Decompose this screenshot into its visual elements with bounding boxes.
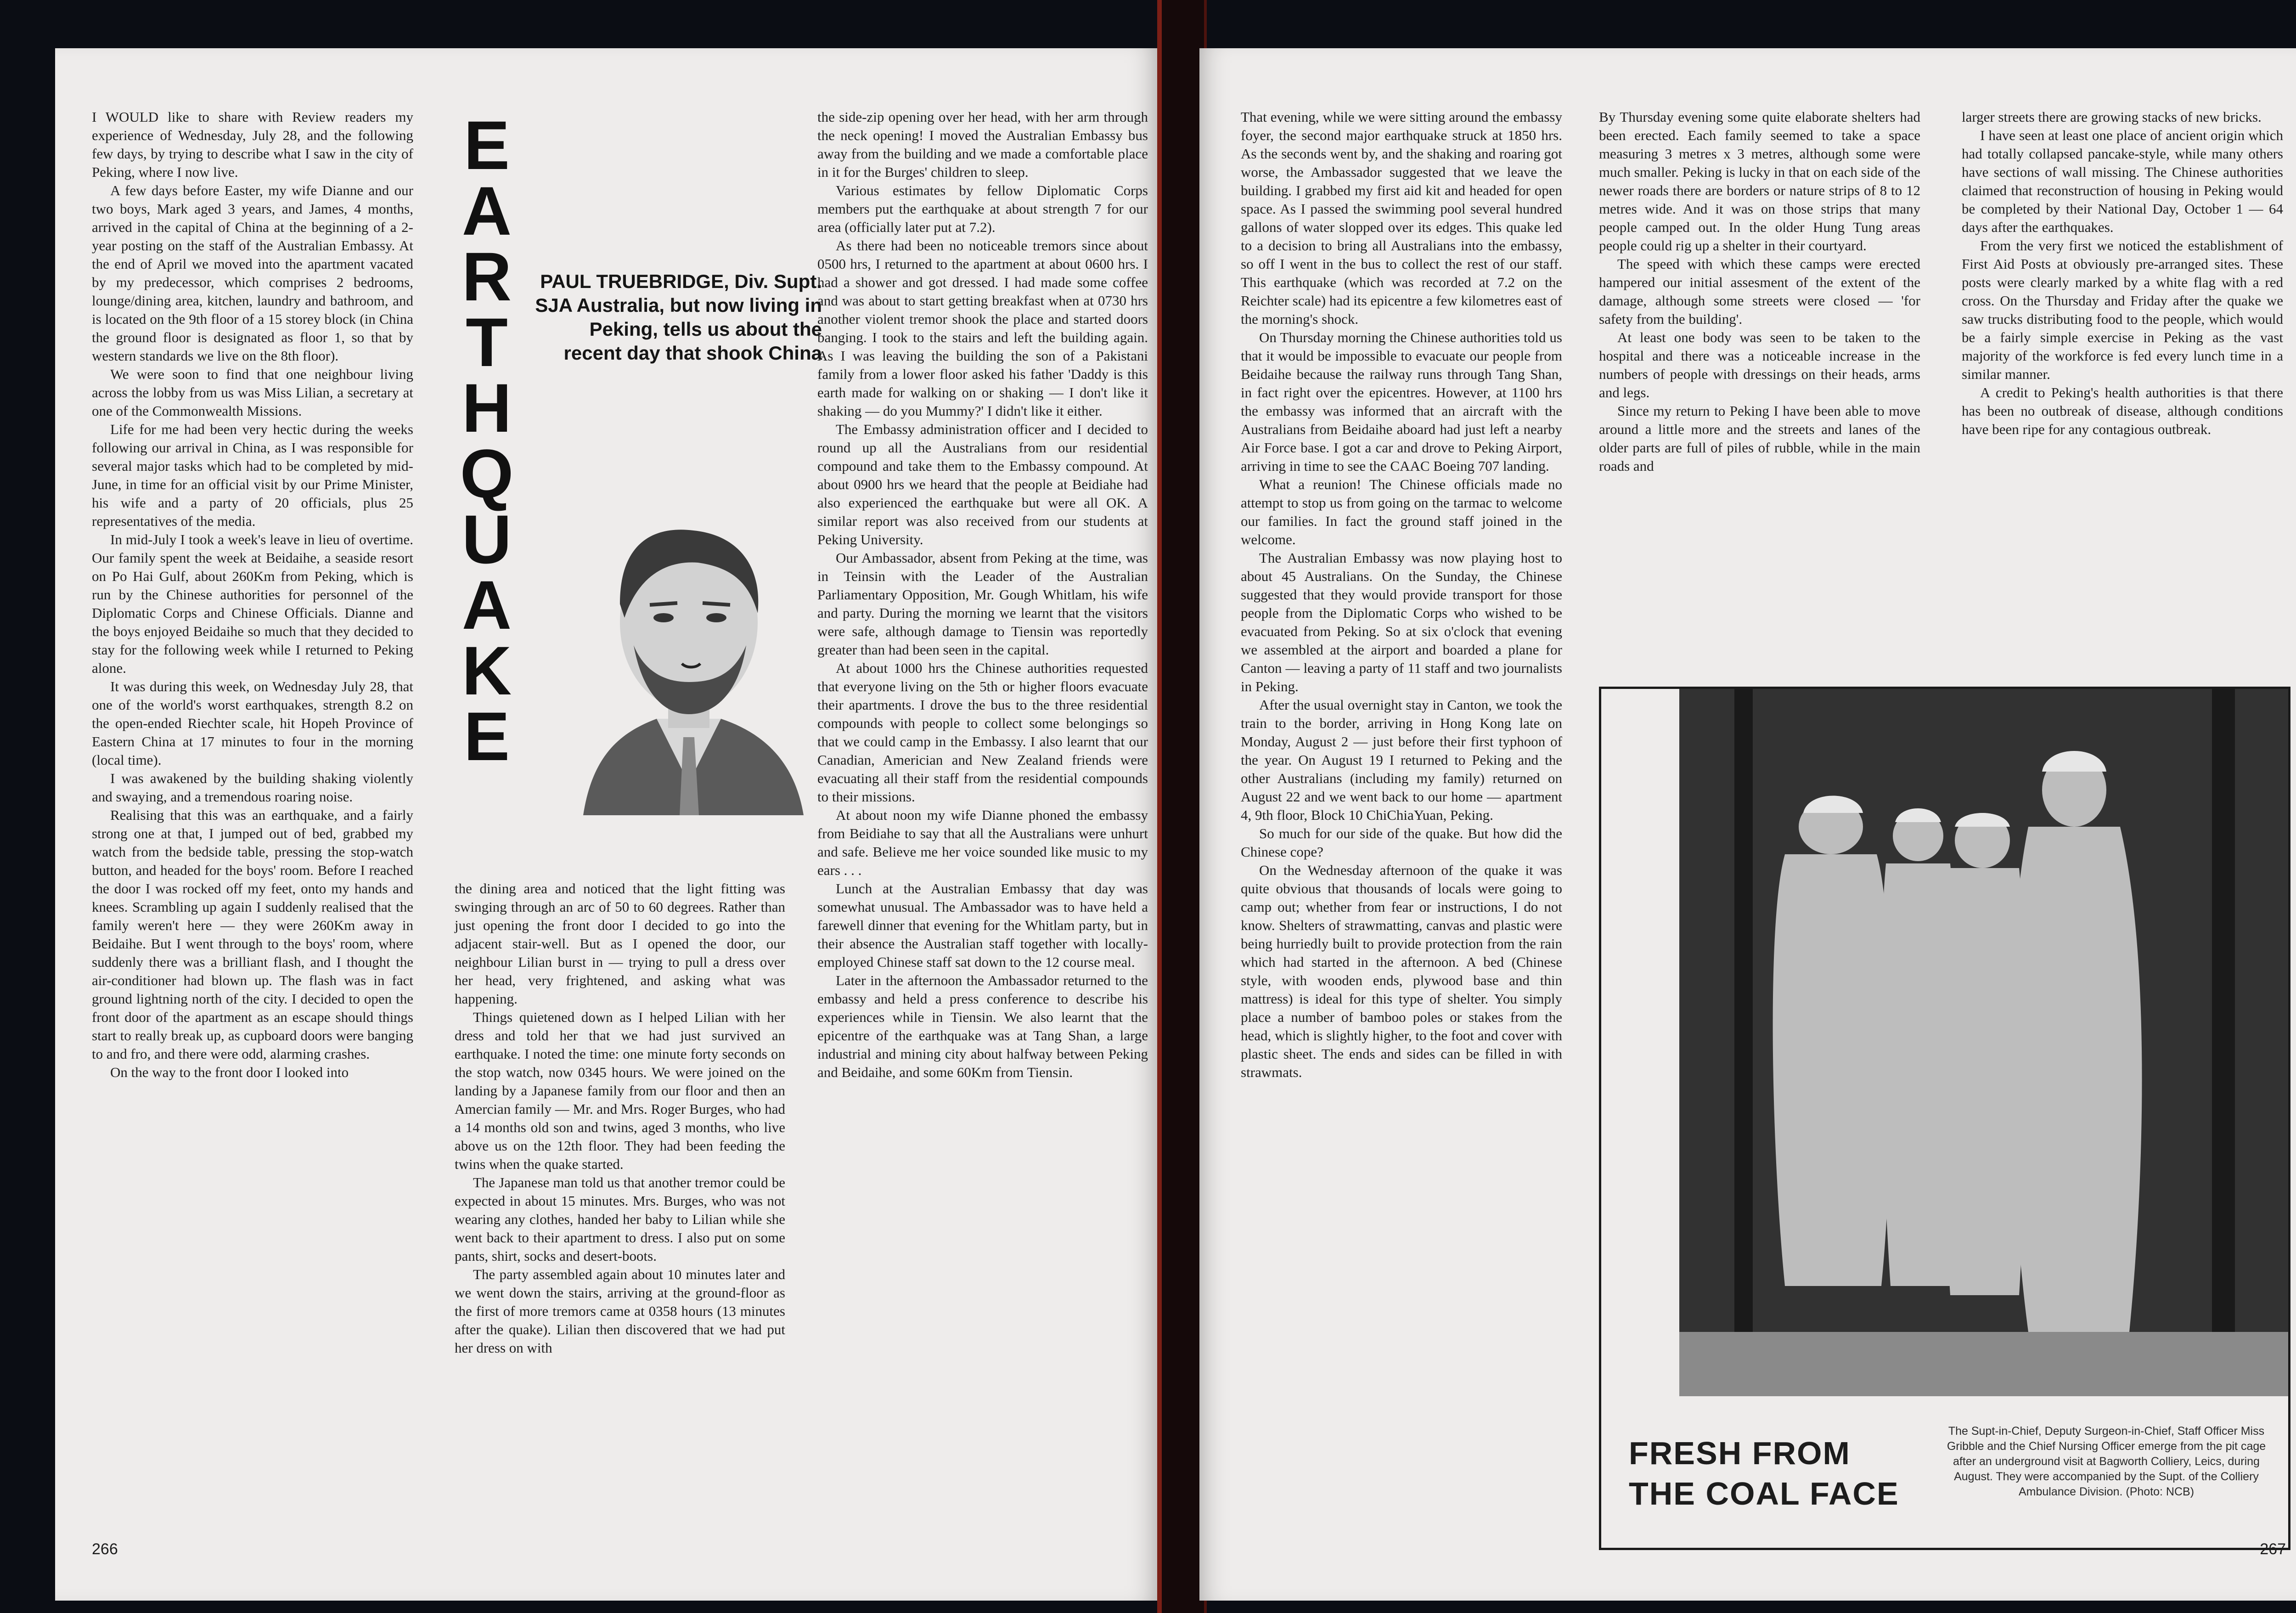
title-letter: A bbox=[461, 566, 512, 643]
title-letter: E bbox=[463, 107, 510, 184]
paragraph: I WOULD like to share with Review readers my experience of Wednesday, July 28, and the following few days, by trying to describe what I saw in the city of Peking, where I now live. bbox=[92, 109, 413, 180]
paragraph: A few days before Easter, my wife Dianne and our two boys, Mark aged 3 years, and James, 4 months, arrived in the capital of China at the beginning of a 2-year posting on the staff of the Australian Embassy. At the end of April we moved into the apartment vacated by my predecessor, which comprises 2 bedrooms, lounge/dining area, kitchen, laundry and bathroom, and is located on the 9th floor of a 15 storey block (in China the ground floor is designated as floor 1, so that by western standards we live on the 8th floor). bbox=[92, 182, 413, 364]
page-number-right: 267 bbox=[2260, 1540, 2286, 1558]
article-column-3 bbox=[817, 108, 1148, 1082]
page-number-left: 266 bbox=[92, 1540, 118, 1558]
title-letter: E bbox=[463, 698, 510, 775]
paragraph: larger streets there are growing stacks of new bricks. bbox=[1962, 109, 2262, 125]
paragraph: A credit to Peking's health authorities is that there has been no outbreak of disease, although conditions have been ripe for any contagious outbreak. bbox=[1962, 384, 2283, 437]
paragraph: That evening, while we were sitting around the embassy foyer, the second major earthquake struck at 1850 hrs. As the seconds went by, and the shaking and roaring got worse, the Ambassador suggested that we leave the building. I grabbed my first aid kit and headed for open space. As I passed the swimming pool several hundred gallons of water slopped over its edges. This quake led to a decision to bring all Australians into the embassy, so off I went in the bus to collect the rest of our staff. This earthquake (which was recorded at 7.2 on the Reichter scale) had its epicentre a few kilometres east of the morning's shock. bbox=[1241, 109, 1562, 327]
paragraph: On Thursday morning the Chinese authorities told us that it would be impossible to evacuate our people from Beidaihe because the railway runs through Tang Shan, in fact right over the epicentres. However, at 1100 hrs the embassy was informed that an aircraft with the Australians from Beidaihe aboard had just left a nearby Air Force base. I got a car and drove to Peking Airport, arriving in time to see the CAAC Boeing 707 landing. bbox=[1241, 329, 1562, 474]
paragraph: After the usual overnight stay in Canton, we took the train to the border, arriving in Hong Kong late on Monday, August 2 — just before their first typhoon of the year. On August 19 I returned to Peking and the other Australians (including my family) returned on August 22 and we went back to our home — apartment 4, 9th floor, Block 10 ChiChiaYuan, Peking. bbox=[1241, 697, 1562, 823]
article-column-1 bbox=[92, 108, 413, 1082]
paragraph: At about 1000 hrs the Chinese authorities requested that everyone living on the 5th or higher floors evacuate their apartments. I drove the bus to the three residential compounds with people to collect some belongings so that we could camp in the Embassy. I also learnt that our Canadian, Americian and New Zealand friends were evacuating all their staff from the residential compounds to their missions. bbox=[817, 660, 1148, 805]
author-portrait bbox=[565, 498, 813, 815]
paragraph: Since my return to Peking I have been able to move around a little more and the streets and lanes of the older parts are full of piles of rubble, while in the main roads and bbox=[1599, 403, 1920, 474]
article-column-4 bbox=[1241, 108, 1562, 1082]
paragraph: Lunch at the Australian Embassy that day was somewhat unusual. The Ambassador was to have held a farewell dinner that evening for the Whitlam party, but in their absence the Australian staff together with locally-employed Chinese staff sat down to the 12 course meal. bbox=[817, 880, 1148, 970]
paragraph: I have seen at least one place of ancient origin which had totally collapsed pancake-style, while many others have sections of wall missing. The Chinese authorities claimed that reconstruction of housing in Peking would be completed by their National Day, October 1 — 64 days after the earthquakes. bbox=[1962, 127, 2283, 235]
article-column-5 bbox=[1599, 108, 1920, 475]
paragraph: Things quietened down as I helped Lilian with her dress and told her that we had just survived an earthquake. I noted the time: one minute forty seconds on the stop watch, now 0345 hours. We were joined on the landing by a Japanese family from our floor and then an Amercian family — Mr. and Mrs. Roger Burges, who had a 14 months old son and twins, aged 3 months, who live above us on the 12th floor. They had been feeding the twins when the quake started. bbox=[455, 1009, 785, 1172]
paragraph: Various estimates by fellow Diplomatic Corps members put the earthquake at about strength 7 for our area (officially later put at 7.2). bbox=[817, 182, 1148, 235]
paragraph: The speed with which these camps were erected hampered our initial assesment of the extent of the damage, although some streets were closed — 'for safety from the building'. bbox=[1599, 256, 1920, 327]
article-column-6 bbox=[1962, 108, 2283, 439]
left-page bbox=[55, 48, 1157, 1601]
feature-caption: The Supt-in-Chief, Deputy Surgeon-in-Chief, Staff Officer Miss Gribble and the Chief Nursing Officer emerge from the pit cage after an underground visit at Bagworth Colliery, Leics, during August. They were accompanied by the Supt. of the Colliery Ambulance Division. (Photo: NCB) bbox=[1947, 1425, 2266, 1498]
paragraph: At least one body was seen to be taken to the hospital and there was a noticeable increase in the numbers of people with dressings on their heads, arms and legs. bbox=[1599, 329, 1920, 400]
title-letter: T bbox=[466, 304, 508, 381]
paragraph: The Embassy administration officer and I decided to round up all the Australians from our residential compound and take them to the Embassy compound. At about 0900 hrs we heard that the people at Beidiahe had also experienced the earthquake but were all OK. A similar report was also received from our students at Peking University. bbox=[817, 421, 1148, 547]
paragraph: It was during this week, on Wednesday July 28, that one of the world's worst earthquakes, strength 8.2 on the open-ended Riechter scale, hit Hopeh Province of Eastern China at 17 minutes to four in the morning (local time). bbox=[92, 678, 413, 768]
paragraph: At about noon my wife Dianne phoned the embassy from Beidiahe to say that all the Australians were unhurt and safe. Believe me her voice sounded like music to my ears . . . bbox=[817, 807, 1148, 878]
coal-face-photo bbox=[1679, 689, 2288, 1396]
title-letter: H bbox=[461, 369, 512, 446]
paragraph: What a reunion! The Chinese officials made no attempt to stop us from going on the tarmac to welcome our families. In fact the ground staff joined in the welcome. bbox=[1241, 476, 1562, 547]
byline: PAUL TRUEBRIDGE, Div. Supt. SJA Australia, but now living in Peking, tells us about the recent day that shook China bbox=[535, 271, 822, 364]
paragraph: In mid-July I took a week's leave in lieu of overtime. Our family spent the week at Beidaihe, a seaside resort on Po Hai Gulf, about 260Km from Peking, which is run by the Chinese authorities for personnel of the Diplomatic Corps and Chinese Officials. Dianne and the boys enjoyed Beidaihe so much that they decided to stay for the following week while I returned to Peking alone. bbox=[92, 531, 413, 676]
paragraph: I was awakened by the building shaking violently and swaying, and a tremendous roaring noise. bbox=[92, 770, 413, 805]
earthquake-vertical-title bbox=[455, 107, 519, 775]
title-letter: A bbox=[461, 172, 512, 249]
paragraph: We were soon to find that one neighbour living across the lobby from us was Miss Lilian, a secretary at one of the Commonwealth Missions. bbox=[92, 366, 413, 419]
right-page bbox=[1199, 48, 2296, 1601]
paragraph: the dining area and noticed that the light fitting was swinging through an arc of 50 to 60 degrees. Rather than just opening the front door I decided to go into the adjacent stair-well. But as I opened the door, our neighbour Lilian burst in — trying to pull a dress over her head, very frightened, and asking what was happening. bbox=[455, 880, 785, 1007]
feature-box bbox=[1599, 687, 2290, 1550]
title-letter: Q bbox=[460, 435, 514, 512]
paragraph: Realising that this was an earthquake, and a fairly strong one at that, I jumped out of bed, grabbed my watch from the bedside table, pressing the stop-watch button, and headed for the boys' room. Before I reached the door I was rocked off my feet, onto my hands and knees. Scrambling up again I suddenly realised that the family weren't here — they were 260Km away in Beidaihe. But I went through to the boys' room, where suddenly there was a brilliant flash, and I thought the air-conditioner had blown up. The flash was in fact ground lightning north of the city. I decided to open the front door of the apartment as an escape should things start to really break up, as cupboard doors were banging to and fro, and there were odd, alarming crashes. bbox=[92, 807, 413, 1062]
paragraph: As there had been no noticeable tremors since about 0500 hrs, I returned to the apartment at about 0600 hrs. I had a shower and got dressed. I had made some coffee and was about to start getting breakfast when at 0730 hrs another violent tremor shook the place and started doors banging. I took to the stairs and left the building again. As I was leaving the building the son of a Pakistani family from a lower floor asked his father 'Daddy is this earth made for walking on or shaking — I don't like it shaking — do you Mummy?' I didn't like it either. bbox=[817, 237, 1148, 419]
paragraph: the side-zip opening over her head, with her arm through the neck opening! I moved the Australian Embassy bus away from the building and we made a comfortable place in it for the Burges' children to sleep. bbox=[817, 109, 1148, 180]
paragraph: Later in the afternoon the Ambassador returned to the embassy and held a press conference to describe his experiences while in Tiensin. We also learnt that the epicentre of the earthquake was at Tang Shan, a large industrial and mining city about halfway between Peking and Beidaihe, and some 60Km from Tiensin. bbox=[817, 972, 1148, 1080]
paragraph: On the Wednesday afternoon of the quake it was quite obvious that thousands of locals were going to camp out; whether from fear or instructions, I do not know. Shelters of strawmatting, canvas and plastic were being hurriedly built to provide protection from the rain which had started in the afternoon. A bed (Chinese style, with wooden ends, plywood base and thin mattress) is ideal for this type of shelter. You simply place a number of bamboo poles or stakes from the head, which is slightly higher, to the foot and cover with plastic sheet. The ends and sides can be filled in with strawmats. bbox=[1241, 862, 1562, 1080]
paragraph: The Australian Embassy was now playing host to about 45 Australians. On the Sunday, the Chinese suggested that they would provide transport for those people from the Diplomatic Corps who wished to be evacuated from Peking. So at six o'clock that evening we assembled at the airport and boarded a plane for Canton — leaving a party of 11 staff and two journalists in Peking. bbox=[1241, 550, 1562, 694]
paragraph: By Thursday evening some quite elaborate shelters had been erected. Each family seemed to take a space measuring 3 metres x 3 metres, although some were much smaller. Peking is lucky in that on each side of the newer roads there are borders or nature strips of 8 to 12 metres wide. And it was on those strips that many people camped out. In the older Hung Tung areas people could rig up a shelter in their courtyard. bbox=[1599, 109, 1920, 254]
feature-headline: FRESH FROM THE COAL FACE bbox=[1629, 1435, 1899, 1511]
paragraph: Life for me had been very hectic during the weeks following our arrival in China, as I was responsible for several major tasks which had to be completed by mid-June, in time for an official visit by our Prime Minister, his wife and a party of 20 officials, plus 25 representatives of the media. bbox=[92, 421, 413, 529]
paragraph: The party assembled again about 10 minutes later and we went down the stairs, arriving at the ground-floor as the first of more tremors came at 0358 hours (13 minutes after the quake). Lilian then discovered that we had put her dress on with bbox=[455, 1266, 785, 1356]
title-letter: K bbox=[461, 632, 512, 709]
paragraph: On the way to the front door I looked into bbox=[110, 1064, 349, 1080]
paragraph: The Japanese man told us that another tremor could be expected in about 15 minutes. Mrs. Burges, who was not wearing any clothes, handed her baby to Lilian while she went back to their apartment to dress. I also put on some pants, shirt, socks and desert-boots. bbox=[455, 1174, 785, 1264]
paragraph: So much for our side of the quake. But how did the Chinese cope? bbox=[1241, 825, 1562, 860]
article-column-2 bbox=[455, 880, 785, 1357]
title-letter: U bbox=[461, 501, 512, 578]
paragraph: Our Ambassador, absent from Peking at the time, was in Teinsin with the Leader of the Australian Parliamentary Opposition, Mr. Gough Whitlam, his wife and party. During the morning we learnt that the visitors were safe, although damage to Tiensin was reportedly greater than had been seen in the capital. bbox=[817, 550, 1148, 658]
title-letter: R bbox=[461, 238, 512, 315]
paragraph: From the very first we noticed the establishment of First Aid Posts at obviously pre-arranged sites. These posts were clearly marked by a white flag with a red cross. On the Thursday and Friday after the quake we saw trucks distributing food to the people, which would be a fairly simple exercise in Peking as the vast majority of the workforce is fed every lunch time in a similar manner. bbox=[1962, 237, 2283, 382]
